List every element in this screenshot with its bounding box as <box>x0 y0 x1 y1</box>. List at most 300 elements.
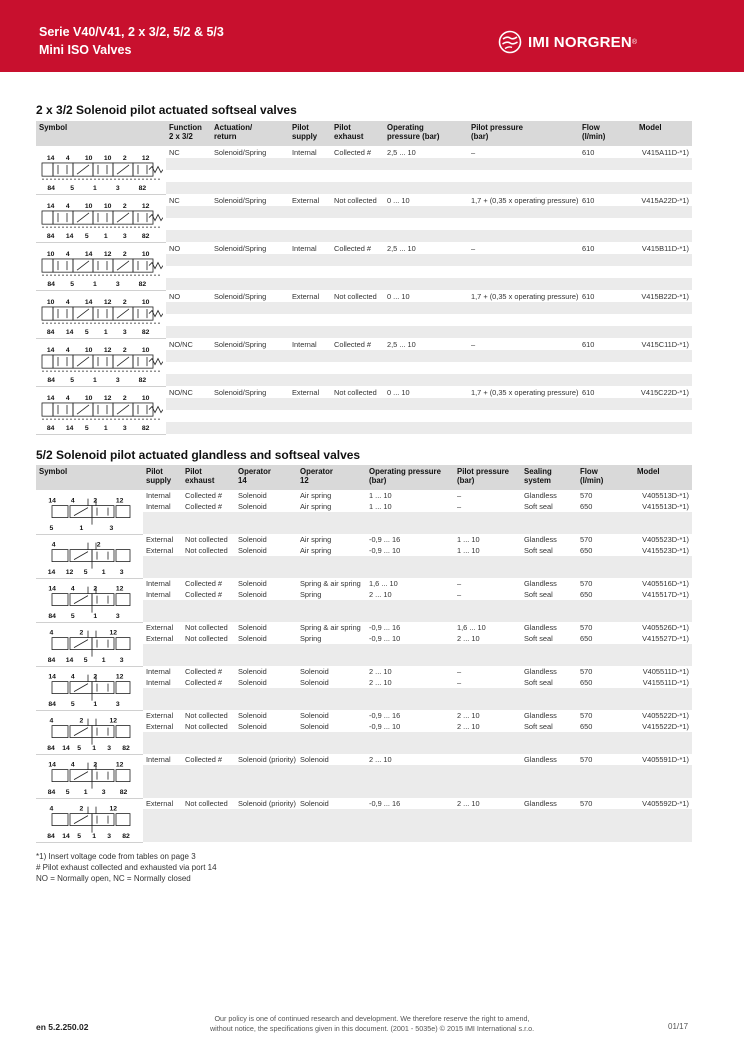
port-label-bottom: 82 <box>138 377 147 384</box>
table-band <box>143 655 692 666</box>
column-header-line: Pilot <box>185 467 202 476</box>
port-label-top: 4 <box>49 805 53 813</box>
table-row <box>36 146 692 158</box>
table-cell: Solenoid/Spring <box>211 290 289 302</box>
table-cell: Solenoid <box>238 535 267 544</box>
table-cell: Spring & air spring <box>300 623 361 632</box>
port-label-bottom: 1 <box>91 745 96 752</box>
column-header-line: Sealing <box>524 467 552 476</box>
table-cell: V415C22D-*1) <box>636 386 692 398</box>
port-label-bottom: 5 <box>49 524 53 532</box>
table-cell: 0 ... 10 <box>384 386 468 398</box>
table-cell: Glandless <box>524 711 557 720</box>
port-label-bottom: 3 <box>115 184 120 192</box>
table-band <box>143 820 692 831</box>
port-label-bottom: 3 <box>119 569 123 576</box>
policy-text <box>160 1014 584 1033</box>
port-label-top: 2 <box>79 805 83 813</box>
port-label-bottom: 12 <box>65 569 73 576</box>
table-row <box>36 754 692 765</box>
table-cell: Solenoid/Spring <box>211 386 289 398</box>
port-label-top: 12 <box>109 717 117 725</box>
column-header <box>384 121 468 146</box>
table-cell: – <box>457 678 462 687</box>
port-label-bottom: 82 <box>141 233 150 240</box>
table-cell: Solenoid <box>300 678 329 687</box>
symbol-cell <box>36 146 166 194</box>
table-cell: Solenoid <box>238 579 267 588</box>
table-band <box>143 787 692 798</box>
table-cell: Glandless <box>524 579 557 588</box>
table-band <box>166 374 692 386</box>
symbol-box <box>36 580 143 620</box>
table-band <box>143 732 692 743</box>
table-cell: NC <box>166 146 211 158</box>
column-header-line: (bar) <box>457 476 475 485</box>
table-cell: NO/NC <box>166 338 211 350</box>
port-label-top: 4 <box>65 346 70 354</box>
table-cell: Solenoid <box>238 590 267 599</box>
table-cell: Solenoid/Spring <box>211 146 289 158</box>
table-cell: 570 <box>580 799 593 808</box>
table1-title: 2 x 3/2 Solenoid pilot actuated softseal valves <box>36 103 297 117</box>
table-cell: Soft seal <box>524 722 553 731</box>
column-header-line: Model <box>637 467 660 476</box>
port-label-bottom: 3 <box>115 613 120 620</box>
table2-header-row <box>36 465 692 490</box>
table-cell: 570 <box>580 623 593 632</box>
page-number: 01/17 <box>668 1022 689 1031</box>
port-label-bottom: 5 <box>76 833 81 840</box>
table-cell: -0,9 ... 10 <box>369 634 401 643</box>
table-cell: -0,9 ... 10 <box>369 546 401 555</box>
port-label-top: 12 <box>115 497 123 505</box>
symbol-cell <box>36 534 143 578</box>
port-label-top: 4 <box>49 717 53 725</box>
table-cell: V415523D-*1) <box>642 546 689 555</box>
table-band <box>143 567 692 578</box>
column-header-line: return <box>214 132 237 141</box>
port-label-top: 4 <box>49 629 53 637</box>
table-cell: – <box>457 491 462 500</box>
port-label-top: 14 <box>46 394 55 402</box>
table-52-valves <box>36 465 692 843</box>
table-cell: Air spring <box>300 546 332 555</box>
registered-mark: ® <box>631 38 638 46</box>
table-band <box>143 556 692 567</box>
table-cell: Solenoid <box>238 491 267 500</box>
symbol-box <box>36 536 143 576</box>
valve-symbol-icon <box>40 536 140 576</box>
port-label-bottom: 84 <box>46 425 55 432</box>
column-header <box>468 121 579 146</box>
port-label-bottom: 82 <box>138 184 147 192</box>
port-label-top: 12 <box>115 673 123 681</box>
port-label-top: 10 <box>141 298 150 306</box>
table-cell: 570 <box>580 491 593 500</box>
valve-symbol-icon <box>40 624 140 664</box>
table-cell: Solenoid <box>238 546 267 555</box>
table-cell: 1 ... 10 <box>369 491 392 500</box>
valve-symbol-icon <box>39 244 163 288</box>
table-cell: Internal <box>146 502 171 511</box>
valve-symbol-icon <box>40 800 140 840</box>
table-cell: Solenoid <box>238 502 267 511</box>
table-cell: Solenoid/Spring <box>211 242 289 254</box>
column-header-line: Pilot <box>292 123 309 132</box>
column-header <box>143 465 182 490</box>
table-cell: Solenoid <box>300 711 329 720</box>
column-header-line: system <box>524 476 551 485</box>
table-cell: 2,5 ... 10 <box>384 146 468 158</box>
port-label-bottom: 84 <box>47 184 55 192</box>
column-header-line: exhaust <box>185 476 215 485</box>
table-band <box>143 743 692 754</box>
port-label-bottom: 5 <box>65 789 69 796</box>
header-banner <box>0 0 744 72</box>
table-cell: Glandless <box>524 755 557 764</box>
port-label-bottom: 5 <box>70 377 75 384</box>
column-header-line: Pilot pressure <box>471 123 523 132</box>
table-cell: V405523D-*1) <box>642 535 689 544</box>
port-label-top: 12 <box>109 629 117 637</box>
port-label-bottom: 84 <box>47 789 55 796</box>
table-band <box>166 206 692 218</box>
port-label-bottom: 3 <box>115 281 120 288</box>
port-label-top: 4 <box>70 761 75 769</box>
table-cell: Collected # <box>185 579 222 588</box>
table-band <box>143 512 692 523</box>
port-label-bottom: 3 <box>115 377 120 384</box>
table-cell: Collected # <box>185 491 222 500</box>
table-cell: 2 ... 10 <box>457 634 480 643</box>
column-header <box>36 121 166 146</box>
table-cell: 2,5 ... 10 <box>384 242 468 254</box>
valve-symbol-icon <box>39 148 163 192</box>
port-label-bottom: 1 <box>83 789 87 796</box>
port-label-top: 10 <box>141 250 150 258</box>
table-cell: Not collected <box>185 722 228 731</box>
table-cell: Spring <box>300 634 322 643</box>
valve-symbol-icon <box>40 668 140 708</box>
port-label-bottom: 1 <box>93 281 97 288</box>
table-cell: Internal <box>289 242 331 254</box>
column-header <box>331 121 384 146</box>
table-cell: External <box>146 623 174 632</box>
table-cell: External <box>146 711 174 720</box>
table2-title: 5/2 Solenoid pilot actuated glandless and softseal valves <box>36 448 361 462</box>
table-cell: Spring <box>300 590 322 599</box>
table-cell: Internal <box>146 678 171 687</box>
port-label-top: 14 <box>46 202 55 210</box>
valve-symbol-icon <box>40 580 140 620</box>
table-cell: Not collected <box>185 546 228 555</box>
port-label-top: 12 <box>103 346 112 354</box>
symbol-box <box>36 756 143 796</box>
table-cell: – <box>468 338 579 350</box>
table-cell: Solenoid <box>238 623 267 632</box>
table-cell: 650 <box>580 722 593 731</box>
table-cell: Solenoid <box>238 634 267 643</box>
port-label-top: 10 <box>84 202 93 210</box>
table-cell <box>454 754 521 765</box>
table-cell: External <box>146 546 174 555</box>
port-label-top: 4 <box>65 154 70 162</box>
table-2x32-valves <box>36 121 692 435</box>
table-cell: 2 ... 10 <box>369 755 392 764</box>
port-label-top: 2 <box>92 585 97 593</box>
port-label-bottom: 14 <box>65 425 74 432</box>
table-cell: Solenoid <box>300 722 329 731</box>
port-label-top: 2 <box>122 346 127 354</box>
port-label-top: 12 <box>103 394 112 402</box>
port-label-bottom: 84 <box>47 701 56 708</box>
table-band <box>166 278 692 290</box>
table-cell: 570 <box>580 755 593 764</box>
table-cell: 2,5 ... 10 <box>384 338 468 350</box>
table-cell: V415522D-*1) <box>642 722 689 731</box>
column-header-line: Actuation/ <box>214 123 253 132</box>
symbol-cell <box>36 290 166 338</box>
valve-symbol-icon <box>39 388 163 432</box>
port-label-bottom: 84 <box>47 613 56 620</box>
column-header-line: Pilot <box>334 123 351 132</box>
table-cell: Glandless <box>524 667 557 676</box>
table-cell: 650 <box>580 546 593 555</box>
port-label-top: 4 <box>65 394 70 402</box>
table-cell: NC <box>166 194 211 206</box>
table-cell: 650 <box>580 590 593 599</box>
table-cell: External <box>146 722 174 731</box>
column-header-line: Model <box>639 123 662 132</box>
table-cell: V415A11D-*1) <box>636 146 692 158</box>
port-label-bottom: 84 <box>46 745 55 752</box>
column-header-line: Symbol <box>39 123 68 132</box>
port-label-top: 12 <box>103 250 112 258</box>
table-cell: -0,9 ... 16 <box>369 623 401 632</box>
symbol-box <box>36 712 143 752</box>
symbol-box <box>36 292 166 336</box>
table-cell: 570 <box>580 535 593 544</box>
table-cell: Internal <box>146 590 171 599</box>
port-label-top: 2 <box>92 497 97 505</box>
table-cell: Internal <box>289 146 331 158</box>
table-cell: Internal <box>146 755 171 764</box>
table-cell: Internal <box>146 579 171 588</box>
brand-name: IMI NORGREN <box>528 33 632 51</box>
port-label-bottom: 1 <box>79 524 83 532</box>
table-cell: 570 <box>580 667 593 676</box>
table-band <box>143 600 692 611</box>
table-cell: – <box>457 667 462 676</box>
table-row <box>36 710 692 721</box>
table-cell: Soft seal <box>524 634 553 643</box>
table-cell: 610 <box>579 338 636 350</box>
table-cell: Not collected <box>331 386 384 398</box>
table-cell: 1 ... 10 <box>457 535 480 544</box>
port-label-bottom: 14 <box>65 233 74 240</box>
table-cell: NO <box>166 242 211 254</box>
table-row <box>36 386 692 398</box>
port-label-top: 10 <box>84 154 93 162</box>
port-label-top: 12 <box>115 585 123 593</box>
table-band <box>143 699 692 710</box>
port-label-bottom: 5 <box>70 281 75 288</box>
table-cell: Air spring <box>300 502 332 511</box>
table-cell: Internal <box>146 667 171 676</box>
table-band <box>143 765 692 776</box>
column-header <box>297 465 366 490</box>
column-header <box>577 465 634 490</box>
port-label-top: 14 <box>47 497 56 505</box>
valve-symbol-icon <box>40 492 140 532</box>
port-label-bottom: 3 <box>106 833 111 840</box>
table-cell: V405592D-*1) <box>642 799 689 808</box>
table-cell: Solenoid <box>238 722 267 731</box>
table-cell: Not collected <box>331 194 384 206</box>
table-cell: 1 ... 10 <box>369 502 392 511</box>
table-cell: Soft seal <box>524 502 553 511</box>
port-label-bottom: 3 <box>119 657 123 664</box>
table-cell: Internal <box>289 338 331 350</box>
table-cell: Glandless <box>524 535 557 544</box>
port-label-bottom: 1 <box>92 613 97 620</box>
port-label-bottom: 5 <box>76 745 81 752</box>
table-cell: -0,9 ... 16 <box>369 535 401 544</box>
port-label-top: 14 <box>46 154 55 162</box>
port-label-bottom: 14 <box>65 657 73 664</box>
table-row <box>36 534 692 545</box>
port-label-bottom: 84 <box>46 233 55 240</box>
page-title-line2: Mini ISO Valves <box>39 43 132 57</box>
symbol-cell <box>36 338 166 386</box>
table-cell: 0 ... 10 <box>384 194 468 206</box>
table-cell: Collected # <box>185 678 222 687</box>
column-header-line: 14 <box>238 476 247 485</box>
table-cell: V415A22D-*1) <box>636 194 692 206</box>
table-cell: Not collected <box>185 711 228 720</box>
port-label-bottom: 3 <box>101 789 105 796</box>
table1-header-row <box>36 121 692 146</box>
table-band <box>143 523 692 534</box>
table-band <box>166 326 692 338</box>
table-cell: 2 ... 10 <box>369 590 392 599</box>
table-cell: 2 ... 10 <box>369 678 392 687</box>
port-label-bottom: 84 <box>46 329 55 336</box>
valve-symbol-icon <box>39 196 163 240</box>
symbol-box <box>36 492 143 532</box>
table-cell: 610 <box>579 386 636 398</box>
table-row <box>36 798 692 809</box>
column-header <box>634 465 692 490</box>
table-cell: Solenoid/Spring <box>211 338 289 350</box>
valve-symbol-icon <box>40 712 140 752</box>
table-band <box>166 314 692 326</box>
table-cell: V405516D-*1) <box>642 579 689 588</box>
table-row <box>36 622 692 633</box>
port-label-top: 10 <box>84 394 93 402</box>
table-cell: V415B22D-*1) <box>636 290 692 302</box>
port-label-top: 4 <box>65 202 70 210</box>
port-label-top: 2 <box>122 394 127 402</box>
port-label-top: 12 <box>141 202 150 210</box>
port-label-top: 10 <box>84 346 93 354</box>
table-cell: Collected # <box>331 146 384 158</box>
column-header-line: Operator <box>300 467 333 476</box>
port-label-bottom: 3 <box>106 745 111 752</box>
table-band <box>143 611 692 622</box>
table-cell: Not collected <box>185 799 228 808</box>
table-cell: V415527D-*1) <box>642 634 689 643</box>
table-cell: Collected # <box>185 755 222 764</box>
port-label-top: 10 <box>103 202 112 210</box>
table-cell: NO <box>166 290 211 302</box>
valve-symbol-icon <box>39 340 163 384</box>
port-label-bottom: 3 <box>122 425 127 432</box>
port-label-bottom: 82 <box>121 833 130 840</box>
port-label-bottom: 14 <box>61 833 70 840</box>
footnote-pilot-exhaust: # Pilot exhaust collected and exhausted via port 14 <box>36 863 217 872</box>
port-label-bottom: 84 <box>47 377 55 384</box>
port-label-bottom: 3 <box>122 329 127 336</box>
table-cell: External <box>289 386 331 398</box>
table-cell: Solenoid <box>300 755 329 764</box>
port-label-top: 4 <box>51 541 56 549</box>
symbol-cell <box>36 798 143 842</box>
table-cell: Solenoid <box>300 799 329 808</box>
table-cell: External <box>146 634 174 643</box>
table-cell: Not collected <box>185 535 228 544</box>
column-header-line: Pilot <box>146 467 163 476</box>
footnotes <box>36 851 217 884</box>
table-cell: Not collected <box>331 290 384 302</box>
table-cell: V405526D-*1) <box>642 623 689 632</box>
table-cell: Collected # <box>331 242 384 254</box>
table-row <box>36 490 692 501</box>
table-cell: 2 ... 10 <box>457 799 480 808</box>
table-band <box>166 422 692 434</box>
policy-line-1: Our policy is one of continued research and development. We therefore reserve the right to amend, <box>214 1014 530 1023</box>
column-header-line: supply <box>292 132 318 141</box>
table-band <box>143 644 692 655</box>
table-cell: Solenoid (priority) <box>238 799 296 808</box>
table-cell: V415513D-*1) <box>642 502 689 511</box>
symbol-box <box>36 800 143 840</box>
port-label-top: 2 <box>122 298 127 306</box>
port-label-bottom: 84 <box>46 833 55 840</box>
table-cell: Soft seal <box>524 678 553 687</box>
table-cell: Solenoid <box>238 667 267 676</box>
footnote-abbreviations: NO = Normally open, NC = Normally closed <box>36 874 191 883</box>
table-cell: 610 <box>579 194 636 206</box>
port-label-top: 10 <box>141 346 150 354</box>
table-cell: Solenoid (priority) <box>238 755 296 764</box>
table-cell: V405511D-*1) <box>642 667 689 676</box>
table-cell: 570 <box>580 711 593 720</box>
footnote-voltage: *1) Insert voltage code from tables on page 3 <box>36 852 196 861</box>
column-header-line: Symbol <box>39 467 68 476</box>
table-row <box>36 242 692 254</box>
port-label-bottom: 5 <box>84 233 89 240</box>
table-cell: Glandless <box>524 799 557 808</box>
table-cell: 650 <box>580 502 593 511</box>
table-cell: – <box>457 502 462 511</box>
port-label-top: 2 <box>92 761 97 769</box>
table-cell: 1,7 + (0,35 x operating pressure) <box>468 194 579 206</box>
table-band <box>166 350 692 362</box>
port-label-top: 2 <box>92 673 97 681</box>
column-header <box>366 465 454 490</box>
